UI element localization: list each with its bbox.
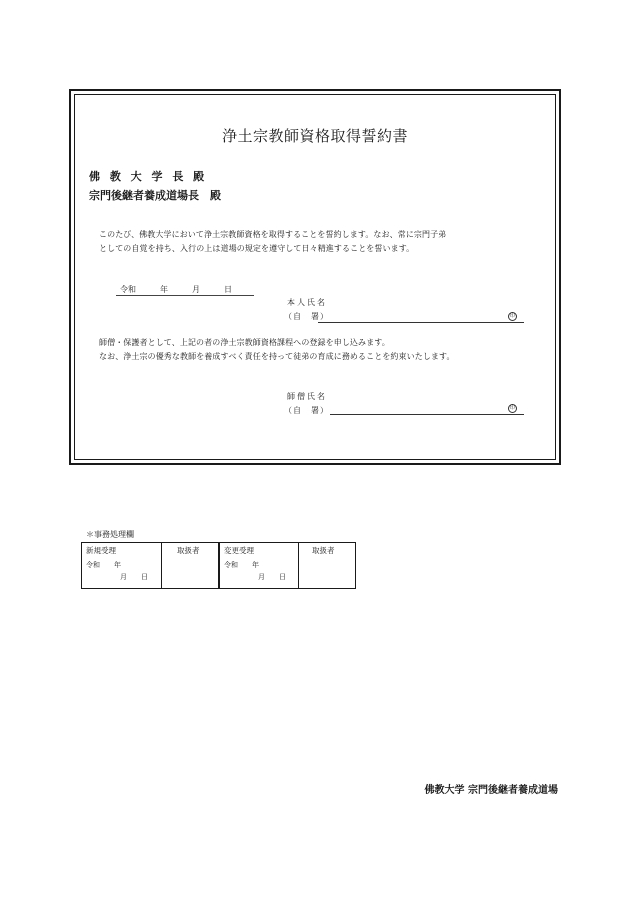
- office-use-caption: ＊事務処理欄: [86, 530, 134, 539]
- applicant-seal-mark: 印: [509, 313, 515, 319]
- change-receipt-date-month: 月 日: [258, 573, 286, 581]
- new-handler-cell: [162, 543, 220, 588]
- change-receipt-date-year: 令和 年: [224, 561, 259, 569]
- mentor-seal-mark: 印: [509, 405, 515, 411]
- document-title: 浄土宗教師資格取得誓約書: [221, 127, 408, 145]
- pledge-form-frame: [69, 89, 561, 465]
- change-receipt-label: 変更受理: [224, 546, 254, 555]
- date-field[interactable]: 令和 年 月 日: [120, 285, 232, 294]
- applicant-signature-note: （自 署）: [284, 312, 329, 321]
- change-handler-cell: [299, 543, 355, 588]
- mentor-text-line-2: なお、浄土宗の優秀な教師を養成すべく責任を持って徒弟の育成に務めることを約束いたします。: [99, 352, 455, 361]
- pledge-text-line-1: このたび、佛教大学において浄土宗教師資格を取得することを誓約します。なお、常に宗門子弟: [99, 230, 447, 239]
- applicant-name-label: 本人氏名: [287, 298, 327, 307]
- office-use-table: [81, 542, 356, 589]
- addressee-university-president: 佛 教 大 学 長 殿: [89, 170, 208, 183]
- new-receipt-cell: [82, 543, 162, 588]
- date-underline: [116, 295, 254, 296]
- addressee-dojo-director: 宗門後継者養成道場長 殿: [89, 189, 221, 202]
- issuing-institution: 佛教大学 宗門後継者養成道場: [424, 785, 558, 796]
- pledge-text-line-2: としての自覚を持ち、入行の上は道場の規定を遵守して日々精進することを誓います。: [99, 244, 415, 253]
- mentor-signature-note: （自 署）: [284, 406, 329, 415]
- new-handler-label: 取扱者: [177, 546, 200, 555]
- new-receipt-label: 新規受理: [86, 546, 116, 555]
- change-receipt-cell: [220, 543, 299, 588]
- new-receipt-date-month: 月 日: [120, 573, 148, 581]
- pledge-form-inner-border: [74, 94, 556, 460]
- new-receipt-date-year: 令和 年: [86, 561, 121, 569]
- mentor-name-label: 師僧氏名: [287, 392, 327, 401]
- mentor-signature-line[interactable]: [330, 414, 524, 415]
- applicant-signature-line[interactable]: [318, 322, 524, 323]
- mentor-text-line-1: 師僧・保護者として、上記の者の浄土宗教師資格課程への登録を申し込みます。: [99, 338, 390, 347]
- change-handler-label: 取扱者: [312, 546, 335, 555]
